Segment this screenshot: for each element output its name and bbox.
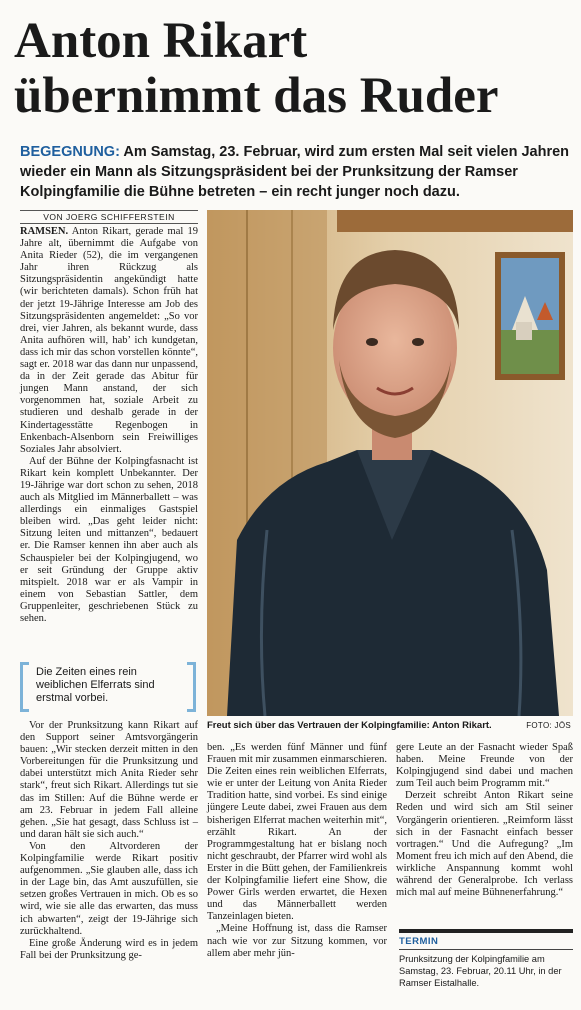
paragraph: ben. „Es werden fünf Männer und fünf Frauen mit mir zusammen einmarschieren. Die Zeiten eines rein weiblichen Elferrats, wie er unter der Leitung von Anita Rieder Tradition hatte, sind vorbei. Es sind einige jüngere Leute dabei, zwei Frauen aus dem bisherigen Elferrat machen weiterhin mit“, erzählt Rikart. An der Programmgestaltung hat er bislang noch nicht geschraubt, der Pfarrer wird wohl als Erster in die Bütt gehen, der Familienkreis der Kolpingfamilie liefert eine Show, die Power Girls werden erwartet, die Hexen und das Männerballett werden Tanzeinlagen bieten. <box>207 742 387 923</box>
portrait-photo <box>207 210 573 716</box>
portrait-illustration <box>207 210 573 716</box>
paragraph: Von den Altvorderen der Kolpingfamilie werde Rikart positiv aufgenommen. „Sie glauben alle, dass ich in der Lage bin, das Amt auszufüllen, sie setzen großes Vertrauen in mich. Ob es so wird, wie sie alle das erwarten, das muss ich abwarten“, zeigt der 19-Jährige sich zurückhaltend. <box>20 840 198 937</box>
info-box-label: TERMIN <box>399 936 439 947</box>
column-3 <box>396 742 573 899</box>
headline-line-2: übernimmt das Ruder <box>14 68 499 124</box>
column-1-top <box>20 226 198 625</box>
paragraph: Auf der Bühne der Kolpingfasnacht ist Rikart kein komplett Unbekannter. Der 19-Jährige war dort schon zu sehen, 2018 auch als Mitglied im Männerballett – was allerdings ein einmaliges Gastspiel bleiben wird. „Das geht leider nicht: Sitzung leiten und mittanzen“, bedauert er. Die Ramser kennen ihn aber auch als Schauspieler bei der Kolpingjugend, wo er seit Gründung der Gruppe aktiv mitspielt. 2018 war er als Vampir in einem von Sebastian Sattler, dem Gruppenleiter, geschriebenen Stück zu sehen. <box>20 455 198 624</box>
paragraph: Eine große Änderung wird es in jedem Fall bei der Prunksitzung ge- <box>20 937 198 961</box>
paragraph: „Meine Hoffnung ist, dass die Ramser nach wie vor zur Sitzung kommen, vor allem aber mehr jün- <box>207 923 387 959</box>
info-box-divider <box>399 949 573 950</box>
paragraph: gere Leute an der Fasnacht wieder Spaß haben. Meine Freunde von der Kolpingjugend sind dabei und machen zum Teil auch beim Programm mit.“ <box>396 742 573 790</box>
info-box-rule <box>399 929 573 933</box>
headline <box>14 14 574 124</box>
photo-caption <box>207 720 573 731</box>
byline: VON JOERG SCHIFFERSTEIN <box>20 210 198 224</box>
teaser-text: Am Samstag, 23. Februar, wird zum ersten Mal seit vielen Jahren wieder ein Mann als Sitzungspräsident bei der Prunksitzung der Ramser Kolpingfamilie die Bühne betreten – ein recht junger noch dazu. <box>20 144 570 200</box>
teaser-kicker: BEGEGNUNG: <box>20 144 120 160</box>
quote-bracket-right <box>187 662 196 712</box>
info-box-text: Prunksitzung der Kolpingfamilie am Samstag, 23. Februar, 20.11 Uhr, in der Ramser Eistalhalle. <box>399 954 562 988</box>
column-2 <box>207 742 387 960</box>
caption-text: Freut sich über das Vertrauen der Kolpingfamilie: Anton Rikart. <box>207 720 492 731</box>
teaser <box>20 142 572 202</box>
paragraph: Derzeit schreibt Anton Rikart seine Reden und wird sich am Stil seiner Vorgängerin orientieren. „Reimform lässt sich in der Fasnacht einfach besser vortragen.“ Und die Aufregung? „Im Moment freu ich mich auf den Abend, die wirkliche Anspannung kommt wohl während der Generalprobe. Ich verlass mich mal auf meine Bühnenerfahrung.“ <box>396 790 573 899</box>
dateline: RAMSEN. <box>20 226 69 237</box>
pull-quote-text: Die Zeiten eines rein weiblichen Elferrats sind erstmal vorbei. <box>36 666 155 704</box>
event-info-box <box>399 929 573 989</box>
pull-quote <box>20 662 198 710</box>
photo-credit: FOTO: JÖS <box>526 721 571 730</box>
paragraph: RAMSEN. Anton Rikart, gerade mal 19 Jahre alt, übernimmt die Aufgabe von Anita Rieder (52), die im vergangenen Jahr ihren Rückzug als Sitzungspräsidentin angekündigt hatte (wir berichteten damals). Schon früh hat der jetzt 19-Jährige Interesse am Job des Sitzungspräsidenten angemeldet: „So vor drei, vier Jahren, als bekannt wurde, dass Anita aufhören will, hab’ ich kundgetan, dass ich mir das schon vorstellen könnte“, sagt er. 2018 war das dann nur unpassend, da in der Zeit gerade das Abitur für jungen Mann anstand, der sich vorgenommen hat, soziale Arbeit zu studieren und deshalb gerade in der Kindertagesstätte Regenbogen in Enkenbach-Alsenborn sein Freiwilliges Soziales Jahr absolviert. <box>20 226 198 455</box>
column-1-bottom <box>20 720 198 962</box>
quote-bracket-left <box>20 662 29 712</box>
headline-line-1: Anton Rikart <box>14 13 308 69</box>
paragraph: Vor der Prunksitzung kann Rikart auf den Support seiner Amtsvorgängerin bauen: „Wir stecken derzeit mitten in den Vorbereitungen für die Prunksitzung und dabei unterstützt mich Anita Rieder sehr stark“, freut sich Rikart. Allerdings tut sie das im Stillen: Auf die Bühne werde er am 23. Februar in jedem Fall alleine gehen. „Sie hat gesagt, dass Schluss ist – und daran hält sie sich auch.“ <box>20 720 198 840</box>
